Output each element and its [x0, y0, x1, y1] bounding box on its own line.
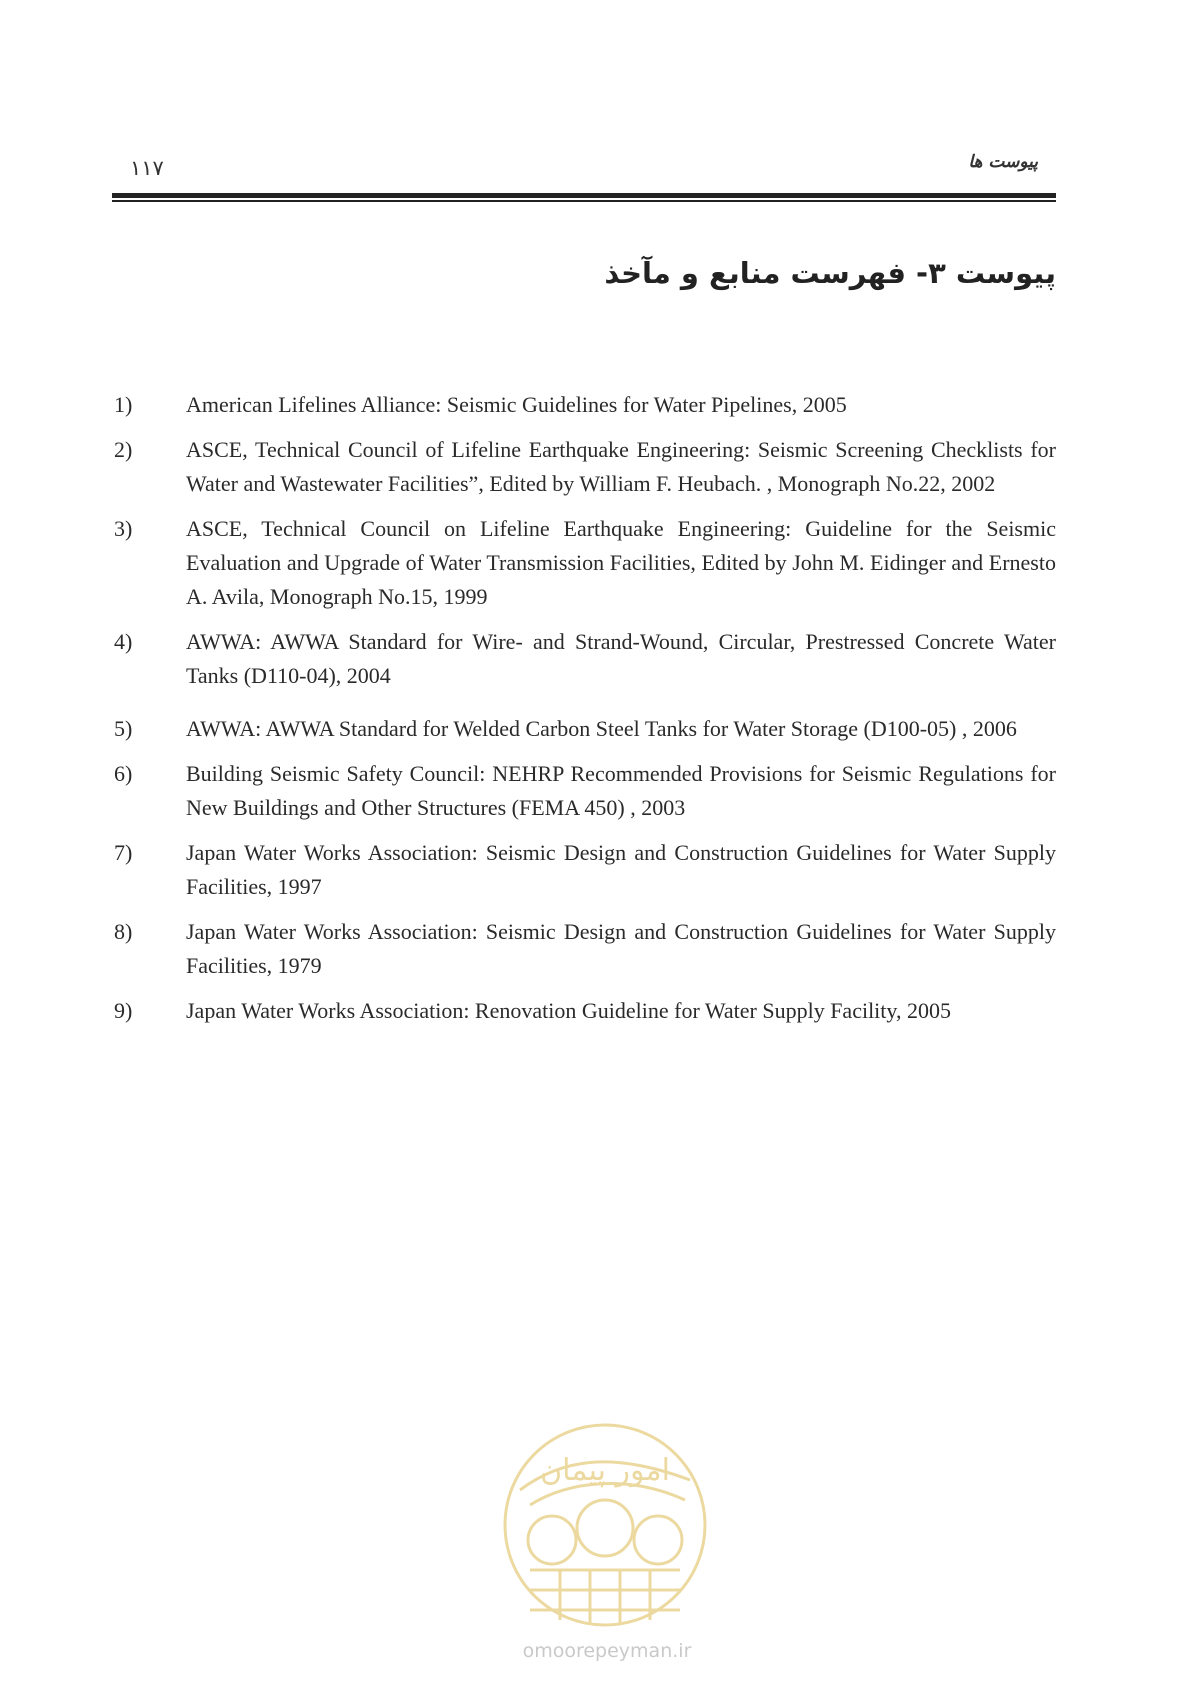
reference-number: 8) — [114, 919, 133, 944]
reference-text: Building Seismic Safety Council: NEHRP Recommended Provisions for Seismic Regulations for New Buildings and Other Structures (FEMA 450) , 2003 — [186, 761, 1056, 820]
reference-text: American Lifelines Alliance: Seismic Guidelines for Water Pipelines, 2005 — [186, 392, 847, 417]
section-title: پیوست ۳- فهرست منابع و مآخذ — [604, 256, 1056, 290]
reference-number: 5) — [114, 716, 133, 741]
reference-text: Japan Water Works Association: Seismic Design and Construction Guidelines for Water Supply Facilities, 1979 — [186, 919, 1056, 978]
reference-list — [114, 388, 1056, 1039]
reference-text: ASCE, Technical Council of Lifeline Earthquake Engineering: Seismic Screening Checklists for Water and Wastewater Facilities”, Edited by William F. Heubach. , Monograph No.22, 2002 — [186, 437, 1056, 496]
reference-text: Japan Water Works Association: Renovation Guideline for Water Supply Facility, 2005 — [186, 998, 951, 1023]
reference-text: ASCE, Technical Council on Lifeline Earthquake Engineering: Guideline for the Seismic Evaluation and Upgrade of Water Transmission Facilities, Edited by John M. Eidinger and Ernesto A. Avila, Monograph No.15, 1999 — [186, 516, 1056, 609]
reference-item — [114, 433, 1056, 501]
reference-item — [114, 915, 1056, 983]
page-number: ۱۱۷ — [130, 156, 164, 180]
running-title: پیوست ها — [968, 152, 1038, 172]
reference-text: AWWA: AWWA Standard for Wire- and Strand-Wound, Circular, Prestressed Concrete Water Tanks (D110-04), 2004 — [186, 629, 1056, 688]
header-rule-thin — [112, 200, 1056, 202]
watermark-site: omoorepeyman.ir — [522, 1640, 692, 1662]
page-header — [112, 150, 1056, 192]
reference-item — [114, 712, 1056, 746]
reference-item — [114, 757, 1056, 825]
reference-text: Japan Water Works Association: Seismic Design and Construction Guidelines for Water Supply Facilities, 1997 — [186, 840, 1056, 899]
reference-number: 9) — [114, 998, 133, 1023]
reference-number: 7) — [114, 840, 133, 865]
reference-text: AWWA: AWWA Standard for Welded Carbon Steel Tanks for Water Storage (D100-05) , 2006 — [186, 716, 1017, 741]
reference-number: 3) — [114, 516, 133, 541]
reference-item — [114, 836, 1056, 904]
reference-number: 2) — [114, 437, 133, 462]
watermark-logo — [490, 1420, 720, 1630]
reference-number: 6) — [114, 761, 133, 786]
reference-item — [114, 625, 1056, 693]
reference-item — [114, 994, 1056, 1028]
reference-number: 1) — [114, 392, 133, 417]
header-rule-thick — [112, 193, 1056, 198]
watermark-logo-text: امور پیمان — [540, 1453, 670, 1488]
reference-number: 4) — [114, 629, 133, 654]
reference-item — [114, 512, 1056, 614]
reference-item — [114, 388, 1056, 422]
